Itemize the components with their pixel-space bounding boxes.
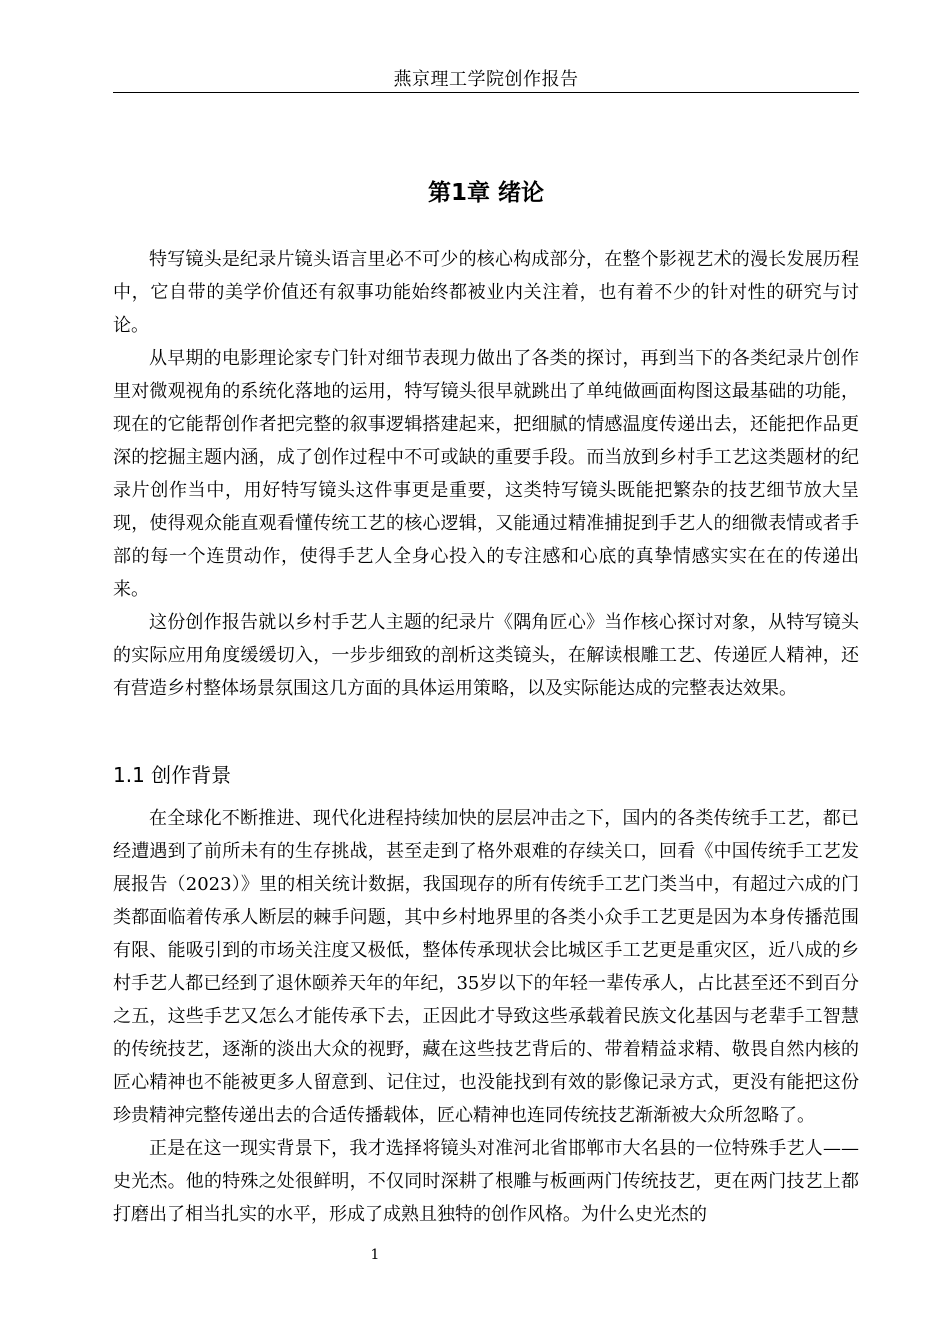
paragraph: 正是在这一现实背景下，我才选择将镜头对准河北省邯郸市大名县的一位特殊手艺人——史光杰。他的特殊之处很鲜明，不仅同时深耕了根雕与板画两门传统技艺，更在两门技艺上都打磨出了相当扎实的水平，形成了成熟且独特的创作风格。为什么史光杰的 xyxy=(113,1138,859,1225)
paragraph: 从早期的电影理论家专门针对细节表现力做出了各类的探讨，再到当下的各类纪录片创作里对微观视角的系统化落地的运用，特写镜头很早就跳出了单纯做画面构图这最基础的功能，现在的它能帮创作者把完整的叙事逻辑搭建起来，把细腻的情感温度传递出去，还能把作品更深的挖掘主题内涵，成了创作过程中不可或缺的重要手段。而当放到乡村手工艺这类题材的纪录片创作当中，用好特写镜头这件事更是重要，这类特写镜头既能把繁杂的技艺细节放大呈现，使得观众能直观看懂传统工艺的核心逻辑，又能通过精准捕捉到手艺人的细微表情或者手部的每一个连贯动作，使得手艺人全身心投入的专注感和心底的真挚情感实实在在的传递出来。 xyxy=(113,348,859,600)
paragraph: 在全球化不断推进、现代化进程持续加快的层层冲击之下，国内的各类传统手工艺，都已经遭遇到了前所未有的生存挑战，甚至走到了格外艰难的存续关口，回看《中国传统手工艺发展报告（2023）》里的相关统计数据，我国现存的所有传统手工艺门类当中，有超过六成的门类都面临着传承人断层的棘手问题，其中乡村地界里的各类小众手工艺更是因为本身传播范围有限、能吸引到的市场关注度又极低，整体传承现状会比城区手工艺更是重灾区，近八成的乡村手艺人都已经到了退休颐养天年的年纪，35岁以下的年轻一辈传承人，占比甚至还不到百分之五，这些手艺又怎么才能传承下去，正因此才导致这些承载着民族文化基因与老辈手工智慧的传统技艺，逐渐的淡出大众的视野，藏在这些技艺背后的、带着精益求精、敬畏自然内核的匠心精神也不能被更多人留意到、记住过，也没能找到有效的影像记录方式，更没有能把这份珍贵精神完整传递出去的合适传播载体，匠心精神也连同传统技艺渐渐被大众所忽略了。 xyxy=(113,808,859,1126)
section-body xyxy=(113,802,859,1231)
paragraph: 这份创作报告就以乡村手艺人主题的纪录片《隅角匠心》当作核心探讨对象，从特写镜头的实际应用角度缓缓切入，一步步细致的剖析这类镜头，在解读根雕工艺、传递匠人精神，还有营造乡村整体场景氛围这几方面的具体运用策略，以及实际能达成的完整表达效果。 xyxy=(113,612,859,699)
chapter-title: 第1章 绪论 xyxy=(427,180,544,206)
page-number: 1 xyxy=(370,1247,380,1263)
paragraph: 特写镜头是纪录片镜头语言里必不可少的核心构成部分，在整个影视艺术的漫长发展历程中，它自带的美学价值还有叙事功能始终都被业内关注着，也有着不少的针对性的研究与讨论。 xyxy=(113,249,859,336)
intro-body xyxy=(113,243,859,705)
header-rule xyxy=(113,92,859,93)
running-header: 燕京理工学院创作报告 xyxy=(393,69,579,90)
section-heading: 1.1 创作背景 xyxy=(113,763,232,787)
